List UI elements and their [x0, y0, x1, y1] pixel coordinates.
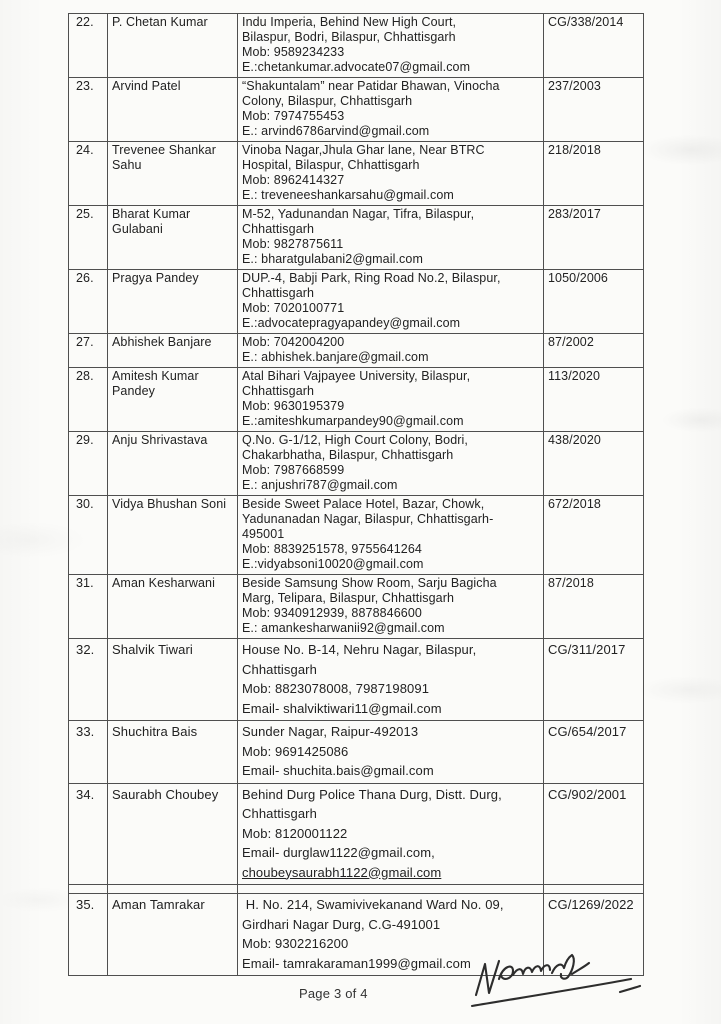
table-row	[69, 206, 644, 270]
serial-cell: 27.	[69, 334, 108, 368]
address-line: E.: bharatgulabani2@gmail.com	[242, 252, 423, 266]
table-row	[69, 14, 644, 78]
address-line: Mob: 9630195379	[242, 399, 345, 413]
spacer-cell	[238, 885, 544, 894]
address-line: Yadunanadan Nagar, Bilaspur, Chhattisgarh-	[242, 512, 494, 526]
name-cell: Amitesh Kumar Pandey	[108, 368, 238, 432]
address-cell	[238, 78, 544, 142]
name-cell: Shuchitra Bais	[108, 721, 238, 784]
address-line: Beside Sweet Palace Hotel, Bazar, Chowk,	[242, 497, 485, 511]
address-line: Mob: 9302216200	[242, 936, 349, 951]
address-line: Mob: 9589234233	[242, 45, 345, 59]
name-cell: Aman Tamrakar	[108, 894, 238, 976]
address-line: Chhattisgarh	[242, 222, 315, 236]
address-line: Marg, Telipara, Bilaspur, Chhattisgarh	[242, 591, 455, 605]
spacer-cell	[108, 885, 238, 894]
name-cell: Trevenee Shankar Sahu	[108, 142, 238, 206]
serial-cell: 30.	[69, 496, 108, 575]
address-cell	[238, 432, 544, 496]
name-cell: Bharat Kumar Gulabani	[108, 206, 238, 270]
address-line: choubeysaurabh1122@gmail.com	[242, 864, 442, 880]
name-cell: Anju Shrivastava	[108, 432, 238, 496]
registration-cell: 438/2020	[544, 432, 644, 496]
registration-cell: CG/1269/2022	[544, 894, 644, 976]
registration-cell: 87/2018	[544, 575, 644, 639]
address-line: Mob: 7042004200	[242, 335, 345, 349]
registration-cell: CG/338/2014	[544, 14, 644, 78]
name-cell: Pragya Pandey	[108, 270, 238, 334]
address-line: Mob: 7974755453	[242, 109, 345, 123]
address-cell	[238, 639, 544, 721]
address-line: Mob: 9827875611	[242, 237, 344, 251]
table-spacer-row	[69, 885, 644, 894]
address-line: Chakarbhatha, Bilaspur, Chhattisgarh	[242, 448, 454, 462]
address-line: E.: treveneeshankarsahu@gmail.com	[242, 188, 454, 202]
name-cell: Vidya Bhushan Soni	[108, 496, 238, 575]
address-line: E.:advocatepragyapandey@gmail.com	[242, 316, 461, 330]
spacer-cell	[69, 885, 108, 894]
table-row	[69, 432, 644, 496]
address-line: Bilaspur, Bodri, Bilaspur, Chhattisgarh	[242, 30, 456, 44]
address-line: Email- shalviktiwari11@gmail.com	[242, 700, 442, 716]
address-line: Mob: 7020100771	[242, 301, 345, 315]
address-line: Mob: 9691425086	[242, 743, 349, 759]
table-row	[69, 496, 644, 575]
address-line: Mob: 8962414327	[242, 173, 345, 187]
serial-cell: 23.	[69, 78, 108, 142]
name-cell: Saurabh Choubey	[108, 783, 238, 885]
serial-cell: 22.	[69, 14, 108, 78]
serial-cell: 34.	[69, 783, 108, 885]
name-cell: P. Chetan Kumar	[108, 14, 238, 78]
table-row	[69, 783, 644, 885]
address-line: E.:amiteshkumarpandey90@gmail.com	[242, 414, 464, 428]
table-row	[69, 78, 644, 142]
address-line: Email- tamrakaraman1999@gmail.com	[242, 955, 471, 971]
registration-cell: CG/654/2017	[544, 721, 644, 784]
registration-cell: 113/2020	[544, 368, 644, 432]
address-line: M-52, Yadunandan Nagar, Tifra, Bilaspur,	[242, 207, 475, 221]
table-row	[69, 721, 644, 784]
serial-cell: 29.	[69, 432, 108, 496]
page-number-label: Page 3 of 4	[299, 986, 368, 1001]
address-line: Chhattisgarh	[242, 384, 315, 398]
serial-cell: 25.	[69, 206, 108, 270]
address-line: Chhattisgarh	[242, 806, 317, 821]
address-line: Email- durglaw1122@gmail.com,	[242, 845, 435, 860]
address-line: E.: amankesharwanii92@gmail.com	[242, 621, 445, 635]
address-line: Mob: 9340912939, 8878846600	[242, 606, 422, 620]
address-line: Sunder Nagar, Raipur-492013	[242, 724, 419, 739]
address-line: Mob: 7987668599	[242, 463, 345, 477]
page-footer	[299, 986, 368, 1001]
serial-cell: 28.	[69, 368, 108, 432]
address-line: Behind Durg Police Thana Durg, Distt. Durg,	[242, 786, 502, 802]
name-cell: Aman Kesharwani	[108, 575, 238, 639]
registration-cell: 283/2017	[544, 206, 644, 270]
serial-cell: 35.	[69, 894, 108, 976]
address-line: Vinoba Nagar,Jhula Ghar lane, Near BTRC	[242, 143, 485, 157]
address-line: Indu Imperia, Behind New High Court,	[242, 15, 457, 29]
serial-cell: 26.	[69, 270, 108, 334]
address-line: E.: anjushri787@gmail.com	[242, 478, 398, 492]
name-cell: Arvind Patel	[108, 78, 238, 142]
address-line: House No. B-14, Nehru Nagar, Bilaspur,	[242, 642, 477, 657]
registration-cell: 237/2003	[544, 78, 644, 142]
registration-cell: CG/311/2017	[544, 639, 644, 721]
serial-cell: 32.	[69, 639, 108, 721]
spacer-cell	[544, 885, 644, 894]
address-line: Email- shuchita.bais@gmail.com	[242, 763, 434, 778]
registration-cell: 672/2018	[544, 496, 644, 575]
table-row	[69, 639, 644, 721]
address-line: Beside Samsung Show Room, Sarju Bagicha	[242, 576, 497, 590]
address-line: Mob: 8839251578, 9755641264	[242, 542, 422, 556]
serial-cell: 31.	[69, 575, 108, 639]
address-line: Colony, Bilaspur, Chhattisgarh	[242, 94, 413, 108]
address-line: E.: arvind6786arvind@gmail.com	[242, 124, 430, 138]
signature	[468, 948, 664, 1014]
table-row	[69, 575, 644, 639]
address-cell	[238, 270, 544, 334]
address-line: 495001	[242, 527, 285, 541]
address-cell	[238, 783, 544, 885]
address-line: Chhattisgarh	[242, 661, 317, 677]
table-row	[69, 368, 644, 432]
address-line: E.: abhishek.banjare@gmail.com	[242, 350, 429, 364]
table-row	[69, 270, 644, 334]
address-line: Hospital, Bilaspur, Chhattisgarh	[242, 158, 420, 172]
table-row	[69, 334, 644, 368]
registration-cell: 1050/2006	[544, 270, 644, 334]
address-line: Girdhari Nagar Durg, C.G-491001	[242, 916, 441, 932]
address-line: E.:chetankumar.advocate07@gmail.com	[242, 60, 471, 74]
address-line: E.:vidyabsoni10020@gmail.com	[242, 557, 424, 571]
address-cell	[238, 334, 544, 368]
serial-cell: 24.	[69, 142, 108, 206]
address-line: Chhattisgarh	[242, 286, 315, 300]
registration-cell: 218/2018	[544, 142, 644, 206]
address-cell	[238, 14, 544, 78]
address-line: H. No. 214, Swamivivekanand Ward No. 09,	[242, 897, 504, 912]
address-line: “Shakuntalam” near Patidar Bhawan, Vinocha	[242, 79, 500, 93]
address-cell	[238, 496, 544, 575]
address-cell	[238, 368, 544, 432]
registration-cell: 87/2002	[544, 334, 644, 368]
address-cell	[238, 206, 544, 270]
address-cell	[238, 142, 544, 206]
name-cell: Shalvik Tiwari	[108, 639, 238, 721]
table-row	[69, 142, 644, 206]
address-cell	[238, 575, 544, 639]
name-cell: Abhishek Banjare	[108, 334, 238, 368]
address-line: Atal Bihari Vajpayee University, Bilaspur,	[242, 369, 471, 383]
address-line: Mob: 8823078008, 7987198091	[242, 681, 430, 696]
registration-cell: CG/902/2001	[544, 783, 644, 885]
serial-cell: 33.	[69, 721, 108, 784]
address-cell	[238, 721, 544, 784]
advocates-table	[68, 13, 644, 976]
address-line: Mob: 8120001122	[242, 825, 348, 841]
address-line: DUP.-4, Babji Park, Ring Road No.2, Bilaspur,	[242, 271, 501, 285]
address-line: Q.No. G-1/12, High Court Colony, Bodri,	[242, 433, 468, 447]
